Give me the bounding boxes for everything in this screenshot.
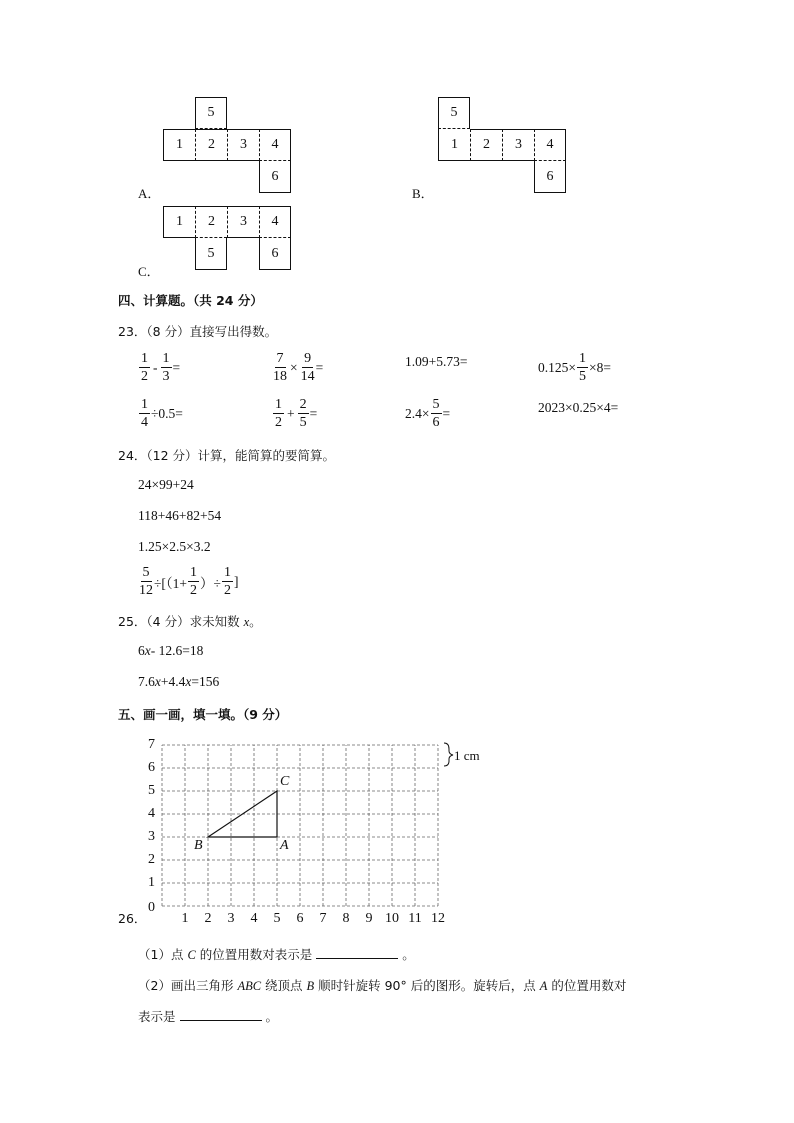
- y-tick-label: 6: [148, 760, 155, 775]
- x-tick-label: 4: [250, 911, 258, 926]
- fraction: $\frac{9}{14}$: [300, 351, 315, 384]
- q25-prompt: 25．（4 分）求未知数 x。: [118, 614, 262, 629]
- q26-sub-2: （2）画出三角形 ABC 绕顶点 B 顺时针旋转 90° 后的图形。旋转后，点 A 的位置用数对: [138, 978, 627, 993]
- net-a-cell: 1: [163, 129, 195, 161]
- q23-expr-1: $\frac{1}{2}$ - $\frac{1}{3}$ =: [141, 351, 181, 384]
- fraction: $\frac{1}{2}$: [223, 565, 231, 598]
- q23-expr-6: $\frac{1}{2}$ + $\frac{2}{5}$ =: [275, 397, 318, 430]
- net-b-cell: 4: [534, 129, 566, 161]
- net-c-cell: 1: [163, 206, 195, 238]
- triangle-abc: [208, 791, 277, 837]
- fraction: $\frac{7}{18}$: [273, 351, 287, 384]
- fraction: $\frac{2}{5}$: [299, 397, 307, 430]
- net-c-cell: 2: [195, 206, 227, 238]
- point-label-a: A: [280, 838, 289, 853]
- fraction: $\frac{5}{6}$: [432, 397, 440, 430]
- x-tick-label: 6: [296, 911, 304, 926]
- fraction: $\frac{1}{2}$: [190, 565, 198, 598]
- x-tick-label: 3: [227, 911, 235, 926]
- option-label-b: B．: [412, 186, 434, 201]
- net-a-cell: 3: [227, 129, 259, 161]
- fraction: $\frac{1}{2}$: [141, 351, 148, 384]
- q24-line-3: 1.25×2.5×3.2: [138, 539, 211, 554]
- option-label-a: A．: [138, 186, 161, 201]
- net-b-cell: 3: [502, 129, 534, 161]
- q25-line-1: 6 x - 12.6=18: [138, 643, 204, 658]
- fraction: $\frac{1}{4}$: [141, 397, 148, 430]
- x-tick-label: 5: [273, 911, 281, 926]
- x-tick-label: 11: [408, 911, 422, 926]
- q23-expr-7: 2.4× $\frac{5}{6}$ =: [405, 397, 451, 430]
- fraction: $\frac{1}{5}$: [579, 351, 586, 384]
- x-tick-label: 12: [431, 911, 445, 926]
- scale-label: 1 cm: [454, 748, 480, 763]
- q26-sub-1: （1）点 C 的位置用数对表示是 。: [138, 947, 415, 962]
- x-tick-label: 8: [342, 911, 350, 926]
- q23-expr-8: 2023×0.25×4=: [538, 400, 619, 415]
- q24-prompt: 24．（12 分）计算，能简算的要简算。: [118, 448, 336, 463]
- net-b-cell: 5: [438, 97, 470, 129]
- q25-line-2: 7.6 x +4.4 x =156: [138, 674, 220, 689]
- x-tick-label: 1: [181, 911, 189, 926]
- answer-blank[interactable]: [316, 957, 398, 959]
- x-tick-label: 7: [319, 911, 327, 926]
- y-tick-label: 4: [148, 806, 155, 821]
- q26-sub-2-cont: 表示是 。: [138, 1009, 279, 1024]
- net-c-cell: 4: [259, 206, 291, 238]
- fraction: $\frac{1}{3}$: [162, 351, 170, 384]
- net-a-cell: 4: [259, 129, 291, 161]
- net-a-cell: 5: [195, 97, 227, 129]
- y-tick-label: 2: [148, 852, 155, 867]
- x-tick-label: 9: [365, 911, 373, 926]
- y-tick-label: 7: [148, 737, 155, 752]
- net-a-cell: 6: [259, 161, 291, 193]
- point-label-c: C: [280, 774, 290, 789]
- net-b-cell: 2: [470, 129, 502, 161]
- section-5-title: 五、画一画，填一填。（9 分）: [118, 707, 288, 722]
- point-label-b: B: [194, 838, 203, 853]
- q23-prompt: 23．（8 分）直接写出得数。: [118, 324, 278, 339]
- answer-blank[interactable]: [180, 1019, 262, 1021]
- q23-expr-2: $\frac{7}{18}$ × $\frac{9}{14}$ =: [273, 351, 324, 384]
- net-b-cell: 1: [438, 129, 470, 161]
- option-label-c: C．: [138, 264, 160, 279]
- q24-line-4: $\frac{5}{12}$ ÷[（1+ $\frac{1}{2}$ ）÷ $\frac{1}{2}$ ]: [139, 565, 239, 598]
- y-tick-label: 3: [148, 829, 155, 844]
- net-c-cell: 6: [259, 238, 291, 270]
- y-tick-label: 5: [148, 783, 155, 798]
- section-4-title: 四、计算题。（共 24 分）: [118, 293, 263, 308]
- q24-line-2: 118+46+82+54: [138, 508, 222, 523]
- net-b-cell: 6: [534, 161, 566, 193]
- q23-expr-4: 0.125× $\frac{1}{5}$ ×8=: [538, 351, 611, 384]
- y-tick-label: 1: [148, 875, 155, 890]
- q23-expr-3: 1.09+5.73=: [405, 354, 468, 369]
- q26-number: 26．: [118, 911, 147, 926]
- net-c-cell: 3: [227, 206, 259, 238]
- y-tick-label: 0: [148, 900, 155, 915]
- fraction: $\frac{5}{12}$: [139, 565, 153, 598]
- net-c-cell: 5: [195, 238, 227, 270]
- fraction: $\frac{1}{2}$: [275, 397, 282, 430]
- q23-expr-5: $\frac{1}{4}$ ÷0.5=: [141, 397, 183, 430]
- x-tick-label: 10: [385, 911, 399, 926]
- q24-line-1: 24×99+24: [138, 477, 194, 492]
- x-tick-label: 2: [204, 911, 212, 926]
- net-a-cell: 2: [195, 129, 227, 161]
- scale-brace: [444, 743, 453, 766]
